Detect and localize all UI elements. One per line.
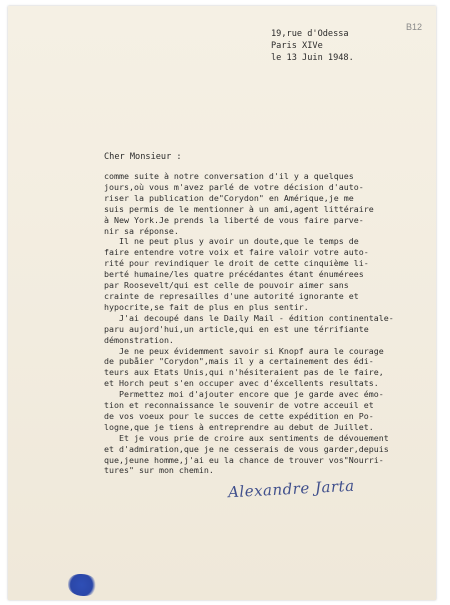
body-line: nir sa réponse.: [104, 225, 179, 236]
body-line: Permettez moi d'ajouter encore que je garde avec émo-: [104, 389, 384, 400]
body-line: et d'admiration,que je ne cesserais de vous garder,depuis: [104, 443, 389, 454]
address-city: Paris XIVe: [271, 41, 323, 51]
body-line: Je ne peux évidemment savoir si Knopf aura le courage: [104, 345, 384, 356]
body-line: crainte de represailles d'une autorité ignorante et: [104, 290, 359, 301]
body-line: et Horch peut s'en occuper avec d'éxcellents resultats.: [104, 378, 379, 389]
body-line: jours,où vous m'avez parlé de votre décision d'auto-: [104, 181, 364, 192]
body-line: riser la publication de"Corydon" en Amérique,je me: [104, 192, 354, 203]
address-street: 19,rue d'Odessa: [271, 29, 349, 39]
body-line: que,jeune homme,j'ai eu la chance de trouver vos"Nourri-: [104, 454, 384, 465]
body-line: tures" sur mon chemin.: [104, 465, 214, 476]
body-line: J'ai decoupé dans le Daily Mail - édition continentale-: [104, 312, 394, 323]
body-line: berté humaine/les quatre précédantes étant énumérees: [104, 269, 364, 280]
body-line: comme suite à notre conversation d'il y a quelques: [104, 171, 354, 181]
body-line: par Roosevelt/qui est celle de pouvoir aimer sans: [104, 280, 349, 291]
body-line: suis permis de le mentionner à un ami,agent littéraire: [104, 203, 374, 214]
body-line: rité pour revindiquer le droit de cette cinquième li-: [104, 258, 369, 269]
handwritten-signature: Alexandre Jarta: [227, 476, 355, 502]
body-line: faire entendre votre voix et faire valoir votre auto-: [104, 247, 369, 258]
body-line: à New York.Je prends la liberté de vous faire parve-: [104, 214, 364, 225]
body-line: hypocrite,se fait de plus en plus sentir.: [104, 301, 309, 312]
ink-stain: [68, 574, 98, 596]
letter-date: le 13 Juin 1948.: [271, 53, 354, 63]
body-line: paru aujord'hui,un article,qui en est une térrifiante: [104, 323, 369, 334]
body-line: de pubåier "Corydon",mais il y a certainement des édi-: [104, 356, 374, 367]
letter-body: [104, 171, 434, 476]
body-line: tion et reconnaissance le souvenir de votre acceuil et: [104, 400, 374, 411]
body-line: Et je vous prie de croire aux sentiments de dévouement: [104, 432, 389, 443]
body-line: logne,que je tiens à entreprendre au debut de Juillet.: [104, 421, 374, 432]
archive-reference: B12: [406, 22, 423, 32]
body-line: de vos voeux pour le succes de cette expédition en Po-: [104, 410, 374, 421]
body-line: teurs aux Etats Unis,qui n'hésiteraient pas de le faire,: [104, 367, 384, 378]
body-line: démonstration.: [104, 334, 174, 345]
body-line: Il ne peut plus y avoir un doute,que le temps de: [104, 236, 359, 247]
letter-page: [8, 6, 436, 600]
greeting: Cher Monsieur :: [104, 152, 182, 162]
sender-address-block: [271, 28, 354, 64]
